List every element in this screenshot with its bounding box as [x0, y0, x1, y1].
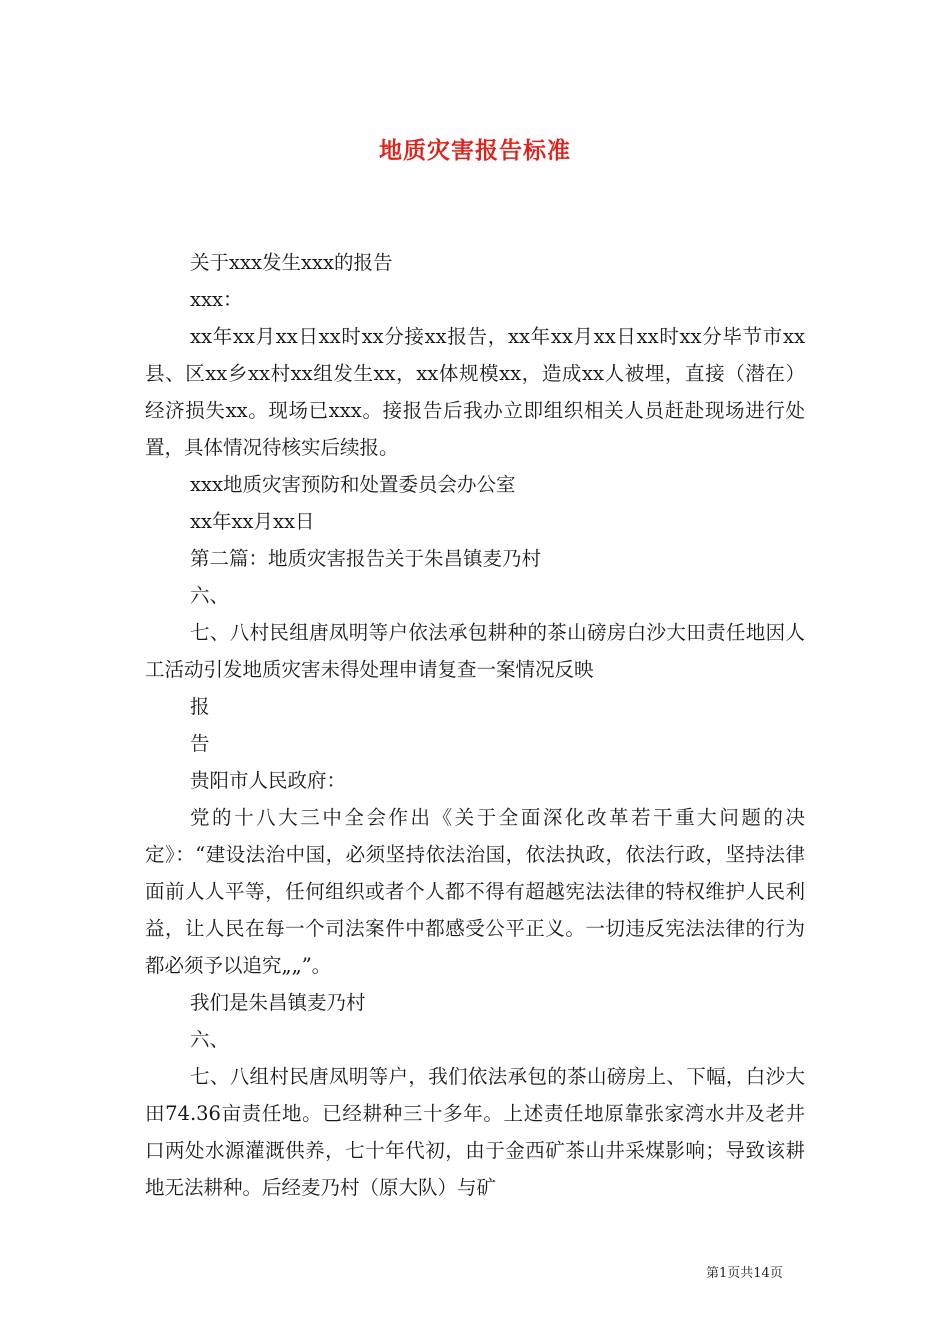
- paragraph: xxx：: [190, 288, 243, 311]
- paragraph: 七、八村民组唐凤明等户依法承包耕种的茶山磅房白沙大田责任地因人工活动引发地质灾害未得处理申请复查一案情况反映: [145, 621, 805, 681]
- document-body: [145, 244, 805, 1206]
- paragraph: 告: [190, 732, 210, 755]
- page-number: 第1页共14页: [706, 1266, 783, 1281]
- paragraph: 关于xxx发生xxx的报告: [190, 251, 393, 274]
- paragraph: 党的十八大三中全会作出《关于全面深化改革若干重大问题的决定》：“建设法治中国，必须坚持依法治国，依法执政，依法行政，坚持法律面前人人平等，任何组织或者个人都不得有超越宪法法律的特权维护人民利益，让人民在每一个司法案件中都感受公平正义。一切违反宪法法律的行为都必须予以追究„„”。: [145, 806, 805, 977]
- paragraph: xx年xx月xx日: [190, 510, 315, 533]
- paragraph: 贵阳市人民政府：: [190, 769, 347, 792]
- paragraph: 七、八组村民唐凤明等户，我们依法承包的茶山磅房上、下幅，白沙大田74.36亩责任地。已经耕种三十多年。上述责任地原靠张家湾水井及老井口两处水源灌溉供养，七十年代初，由于金西矿茶山井采煤影响；导致该耕地无法耕种。后经麦乃村（原大队）与矿: [145, 1065, 805, 1199]
- paragraph: xxx地质灾害预防和处置委员会办公室: [190, 473, 516, 496]
- paragraph: 报: [190, 695, 210, 718]
- document-title: 地质灾害报告标准: [379, 137, 571, 164]
- paragraph: 六、: [190, 1028, 230, 1051]
- paragraph: 我们是朱昌镇麦乃村: [190, 991, 366, 1014]
- paragraph: xx年xx月xx日xx时xx分接xx报告，xx年xx月xx日xx时xx分毕节市xx县、区xx乡xx村xx组发生xx，xx体规模xx，造成xx人被埋，直接（潜在）经济损失xx。现场已xxx。接报告后我办立即组织相关人员赶赴现场进行处置，具体情况待核实后续报。: [145, 325, 805, 459]
- paragraph: 六、: [190, 584, 230, 607]
- paragraph: 第二篇：地质灾害报告关于朱昌镇麦乃村: [190, 547, 542, 570]
